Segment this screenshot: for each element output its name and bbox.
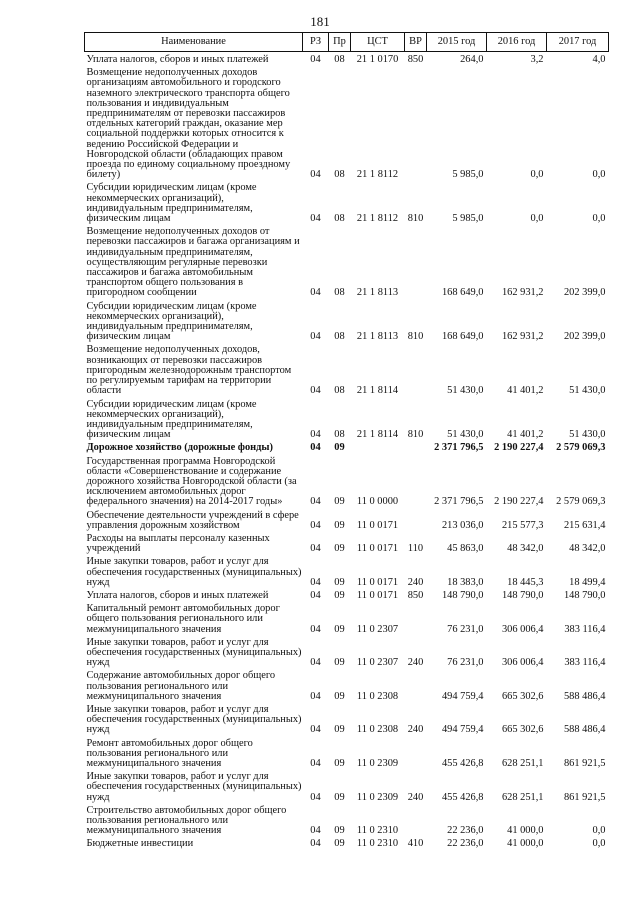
cell-rz: 04 [310, 576, 321, 588]
cell-rz: 04 [310, 519, 321, 531]
cell-2017: 0,0 [592, 825, 606, 837]
cell-name: Возмещение недополученных доходов, возникающих от перевозки пассажиров пригородным железнодорожным транспортом по регулируемым тарифам на территории области [86, 344, 292, 397]
cell-2016: 41 401,2 [507, 429, 544, 441]
cell-2016: 665 302,6 [501, 690, 544, 702]
cell-rz: 04 [310, 724, 321, 736]
cell-2015: 213 036,0 [441, 519, 484, 531]
cell-rz: 04 [310, 543, 321, 555]
cell-cst: 11 0 2310 [356, 838, 399, 850]
cell-cst: 11 0 2308 [356, 690, 399, 702]
cell-name: Уплата налогов, сборов и иных платежей [86, 54, 269, 65]
cell-vr: 850 [407, 54, 424, 65]
table-row [85, 588, 609, 601]
cell-2016: 2 190 227,4 [494, 496, 544, 508]
cell-name: Возмещение недополученных доходов от перевозки пассажиров и багажа организациям и индивидуальным предпринимателям, осуществляющим регулярные перевозки пассажиров и багажа автомобильным транспортом общего пользования в пригородном сообщении [86, 226, 300, 299]
cell-2017: 0,0 [592, 213, 606, 225]
cell-pr: 08 [334, 213, 345, 225]
cell-name: Государственная программа Новгородской области «Совершенствование и содержание дорожного хозяйства Новгородской области (за исключением автомобильных дорог федерального значения) на 2014-2017 годы» [86, 455, 297, 508]
cell-name: Дорожное хозяйство (дорожные фонды) [86, 442, 273, 454]
cell-2016: 41 000,0 [507, 825, 544, 837]
cell-pr: 08 [334, 385, 345, 397]
cell-2016: 162 931,2 [501, 331, 544, 343]
cell-2017: 202 399,0 [563, 331, 606, 343]
cell-2016: 215 577,3 [501, 519, 544, 531]
cell-rz: 04 [310, 54, 321, 65]
cell-cst: 11 0 0171 [356, 589, 399, 601]
cell-2015: 18 383,0 [447, 576, 484, 588]
cell-name: Субсидии юридическим лицам (кроме некоммерческих организаций), индивидуальным предпринимателям, физическим лицам [86, 300, 257, 343]
cell-2015: 76 231,0 [447, 623, 484, 635]
cell-2016: 18 445,3 [507, 576, 544, 588]
cell-name: Иные закупки товаров, работ и услуг для обеспечения государственных (муниципальных) нужд [86, 771, 302, 803]
cell-name: Иные закупки товаров, работ и услуг для обеспечения государственных (муниципальных) нужд [86, 556, 302, 588]
cell-cst: 21 1 8113 [356, 331, 399, 343]
table-row [85, 454, 609, 508]
cell-cst [351, 440, 405, 453]
cell-2015: 22 236,0 [447, 838, 484, 850]
cell-vr [405, 224, 427, 298]
cell-cst: 21 1 8112 [356, 169, 399, 181]
cell-cst: 11 0 2309 [356, 758, 399, 769]
cell-2017: 2 579 069,3 [556, 442, 606, 454]
cell-2017: 2 579 069,3 [556, 496, 606, 508]
cell-rz: 04 [310, 623, 321, 635]
header-name: Наименование [85, 33, 303, 52]
table-row [85, 440, 609, 453]
cell-2015: 494 759,4 [441, 690, 484, 702]
cell-2015: 455 426,8 [441, 791, 484, 803]
cell-2016: 0,0 [530, 213, 544, 225]
page-number: 181 [310, 14, 330, 29]
table-row [85, 635, 609, 669]
table-row [85, 397, 609, 441]
cell-pr: 09 [334, 825, 345, 837]
cell-rz: 04 [310, 385, 321, 397]
cell-vr: 240 [407, 657, 424, 669]
table-row [85, 702, 609, 736]
header-2017: 2017 год [547, 33, 609, 52]
table-row [85, 299, 609, 343]
table-row [85, 180, 609, 224]
cell-2017: 861 921,5 [563, 758, 606, 769]
cell-pr: 09 [334, 838, 345, 850]
cell-2016: 162 931,2 [501, 287, 544, 299]
cell-2015: 168 649,0 [441, 287, 484, 299]
cell-rz: 04 [310, 825, 321, 837]
cell-vr: 110 [407, 543, 424, 555]
cell-pr: 09 [334, 724, 345, 736]
cell-vr [405, 508, 427, 531]
header-vr: ВР [405, 33, 427, 52]
header-2015: 2015 год [427, 33, 487, 52]
cell-2015: 76 231,0 [447, 657, 484, 669]
cell-rz: 04 [310, 791, 321, 803]
cell-2016: 2 190 227,4 [494, 442, 544, 454]
table-body [85, 52, 609, 850]
cell-2015: 168 649,0 [441, 331, 484, 343]
cell-2015: 148 790,0 [441, 589, 484, 601]
cell-pr: 09 [334, 519, 345, 531]
cell-cst: 11 0 2309 [356, 791, 399, 803]
cell-vr: 240 [407, 724, 424, 736]
cell-2016: 628 251,1 [501, 758, 544, 769]
cell-pr: 09 [334, 791, 345, 803]
cell-pr: 08 [334, 54, 345, 65]
cell-pr: 08 [334, 429, 345, 441]
cell-cst: 21 1 8114 [356, 385, 399, 397]
cell-cst: 11 0 2310 [356, 825, 399, 837]
cell-rz: 04 [310, 496, 321, 508]
cell-rz: 04 [310, 442, 321, 454]
table-row [85, 508, 609, 531]
cell-2015: 5 985,0 [452, 213, 484, 225]
cell-2017: 18 499,4 [569, 576, 606, 588]
cell-vr [405, 440, 427, 453]
cell-cst: 11 0 2307 [356, 657, 399, 669]
cell-pr: 09 [334, 576, 345, 588]
table-row [85, 52, 609, 66]
cell-pr: 09 [334, 442, 345, 454]
cell-pr: 09 [334, 496, 345, 508]
table-row [85, 769, 609, 803]
cell-2017: 0,0 [592, 838, 606, 850]
cell-vr: 240 [407, 791, 424, 803]
cell-2015: 2 371 796,5 [434, 496, 484, 508]
table-row [85, 601, 609, 635]
cell-rz: 04 [310, 429, 321, 441]
cell-2017: 861 921,5 [563, 791, 606, 803]
cell-vr: 810 [407, 331, 424, 343]
table-row [85, 736, 609, 770]
cell-rz: 04 [310, 657, 321, 669]
cell-pr: 09 [334, 657, 345, 669]
cell-2017: 4,0 [592, 54, 606, 65]
cell-2016: 41 000,0 [507, 838, 544, 850]
cell-2015: 455 426,8 [441, 758, 484, 769]
cell-2016: 3,2 [530, 54, 544, 65]
header-cst: ЦСТ [351, 33, 405, 52]
cell-cst: 11 0 0171 [356, 576, 399, 588]
table-row [85, 836, 609, 849]
cell-name: Субсидии юридическим лицам (кроме некоммерческих организаций), индивидуальным предпринимателям, физическим лицам [86, 182, 257, 225]
table-row [85, 554, 609, 588]
cell-2016: 306 006,4 [501, 657, 544, 669]
header-rz: РЗ [303, 33, 329, 52]
cell-2017: 383 116,4 [564, 657, 606, 669]
cell-2017: 51 430,0 [569, 429, 606, 441]
cell-name: Иные закупки товаров, работ и услуг для обеспечения государственных (муниципальных) нужд [86, 636, 302, 669]
cell-name: Ремонт автомобильных дорог общего пользования регионального или межмуниципального значения [86, 737, 253, 769]
cell-vr: 240 [407, 576, 424, 588]
cell-name: Бюджетные инвестиции [86, 838, 194, 850]
cell-2016: 306 006,4 [501, 623, 544, 635]
cell-2016: 665 302,6 [501, 724, 544, 736]
cell-cst: 11 0 2308 [356, 724, 399, 736]
cell-cst: 21 1 8112 [356, 213, 399, 225]
cell-2015: 22 236,0 [447, 825, 484, 837]
cell-name: Уплата налогов, сборов и иных платежей [86, 589, 269, 601]
cell-pr: 08 [334, 287, 345, 299]
cell-name: Строительство автомобильных дорог общего пользования регионального или межмуниципального значения [86, 804, 287, 837]
cell-vr [405, 342, 427, 396]
table-row [85, 224, 609, 298]
cell-rz: 04 [310, 169, 321, 181]
cell-name: Возмещение недополученных доходов организациям автомобильного и городского наземного электрического транспорта общего пользования и индивидуальным предпринимателям от перевозки пассажиров отдельных категорий граждан, оказание мер социальной поддержки которых относится к ведению Российской Федерации и Новгородской области (обладающих правом проезда по единому социальному проездному билету) [86, 67, 291, 181]
cell-pr: 09 [334, 543, 345, 555]
cell-rz: 04 [310, 331, 321, 343]
cell-2015: 45 863,0 [447, 543, 484, 555]
table-header [85, 33, 609, 52]
cell-2016: 48 342,0 [507, 543, 544, 555]
cell-name: Капитальный ремонт автомобильных дорог общего пользования регионального или межмуниципального значения [86, 603, 280, 635]
cell-vr: 810 [407, 429, 424, 441]
cell-name: Субсидии юридическим лицам (кроме некоммерческих организаций), индивидуальным предпринимателям, физическим лицам [86, 398, 257, 441]
cell-rz: 04 [310, 758, 321, 769]
cell-2017: 588 486,4 [563, 690, 606, 702]
cell-2015: 51 430,0 [447, 385, 484, 397]
cell-vr [405, 803, 427, 837]
cell-vr: 810 [407, 213, 424, 225]
cell-vr [405, 601, 427, 635]
cell-vr: 850 [407, 589, 424, 601]
cell-vr [405, 65, 427, 180]
cell-2017: 48 342,0 [569, 543, 606, 555]
table-row [85, 531, 609, 554]
cell-name: Содержание автомобильных дорог общего пользования регионального или межмуниципального значения [86, 670, 276, 702]
cell-name: Расходы на выплаты персоналу казенных учреждений [86, 532, 270, 555]
cell-pr: 08 [334, 169, 345, 181]
cell-name: Обеспечение деятельности учреждений в сфере управления дорожным хозяйством [86, 509, 299, 531]
table-row [85, 803, 609, 837]
table-row [85, 65, 609, 180]
cell-2015: 2 371 796,5 [434, 442, 484, 454]
cell-pr: 09 [334, 758, 345, 769]
cell-rz: 04 [310, 589, 321, 601]
cell-2015: 5 985,0 [452, 169, 484, 181]
cell-cst: 11 0 0000 [356, 496, 399, 508]
cell-2017: 51 430,0 [569, 385, 606, 397]
cell-pr: 09 [334, 690, 345, 702]
cell-cst: 11 0 2307 [356, 623, 399, 635]
cell-cst: 11 0 0171 [356, 519, 399, 531]
cell-rz: 04 [310, 690, 321, 702]
cell-2016: 41 401,2 [507, 385, 544, 397]
cell-2017: 588 486,4 [563, 724, 606, 736]
cell-vr: 410 [407, 838, 424, 850]
cell-pr: 09 [334, 623, 345, 635]
cell-2017: 0,0 [592, 169, 606, 181]
cell-2017: 215 631,4 [563, 519, 606, 531]
cell-2016: 148 790,0 [501, 589, 544, 601]
cell-rz: 04 [310, 213, 321, 225]
cell-2015: 494 759,4 [441, 724, 484, 736]
cell-2017: 148 790,0 [563, 589, 606, 601]
cell-cst: 21 1 8113 [356, 287, 399, 299]
header-2016: 2016 год [487, 33, 547, 52]
table-row [85, 668, 609, 702]
cell-rz: 04 [310, 287, 321, 299]
cell-vr [405, 454, 427, 508]
cell-pr: 09 [334, 589, 345, 601]
cell-name: Иные закупки товаров, работ и услуг для обеспечения государственных (муниципальных) нужд [86, 703, 302, 736]
cell-cst: 21 1 0170 [356, 54, 399, 65]
cell-vr [405, 668, 427, 702]
table-row [85, 342, 609, 396]
cell-2016: 628 251,1 [501, 791, 544, 803]
cell-2017: 383 116,4 [564, 623, 606, 635]
cell-2016: 0,0 [530, 169, 544, 181]
cell-rz: 04 [310, 838, 321, 850]
cell-pr: 08 [334, 331, 345, 343]
cell-vr [405, 736, 427, 770]
cell-2015: 264,0 [460, 54, 484, 65]
cell-cst: 11 0 0171 [356, 543, 399, 555]
cell-cst: 21 1 8114 [356, 429, 399, 441]
cell-2017: 202 399,0 [563, 287, 606, 299]
cell-2015: 51 430,0 [447, 429, 484, 441]
header-pr: Пр [329, 33, 351, 52]
budget-table [84, 32, 609, 850]
